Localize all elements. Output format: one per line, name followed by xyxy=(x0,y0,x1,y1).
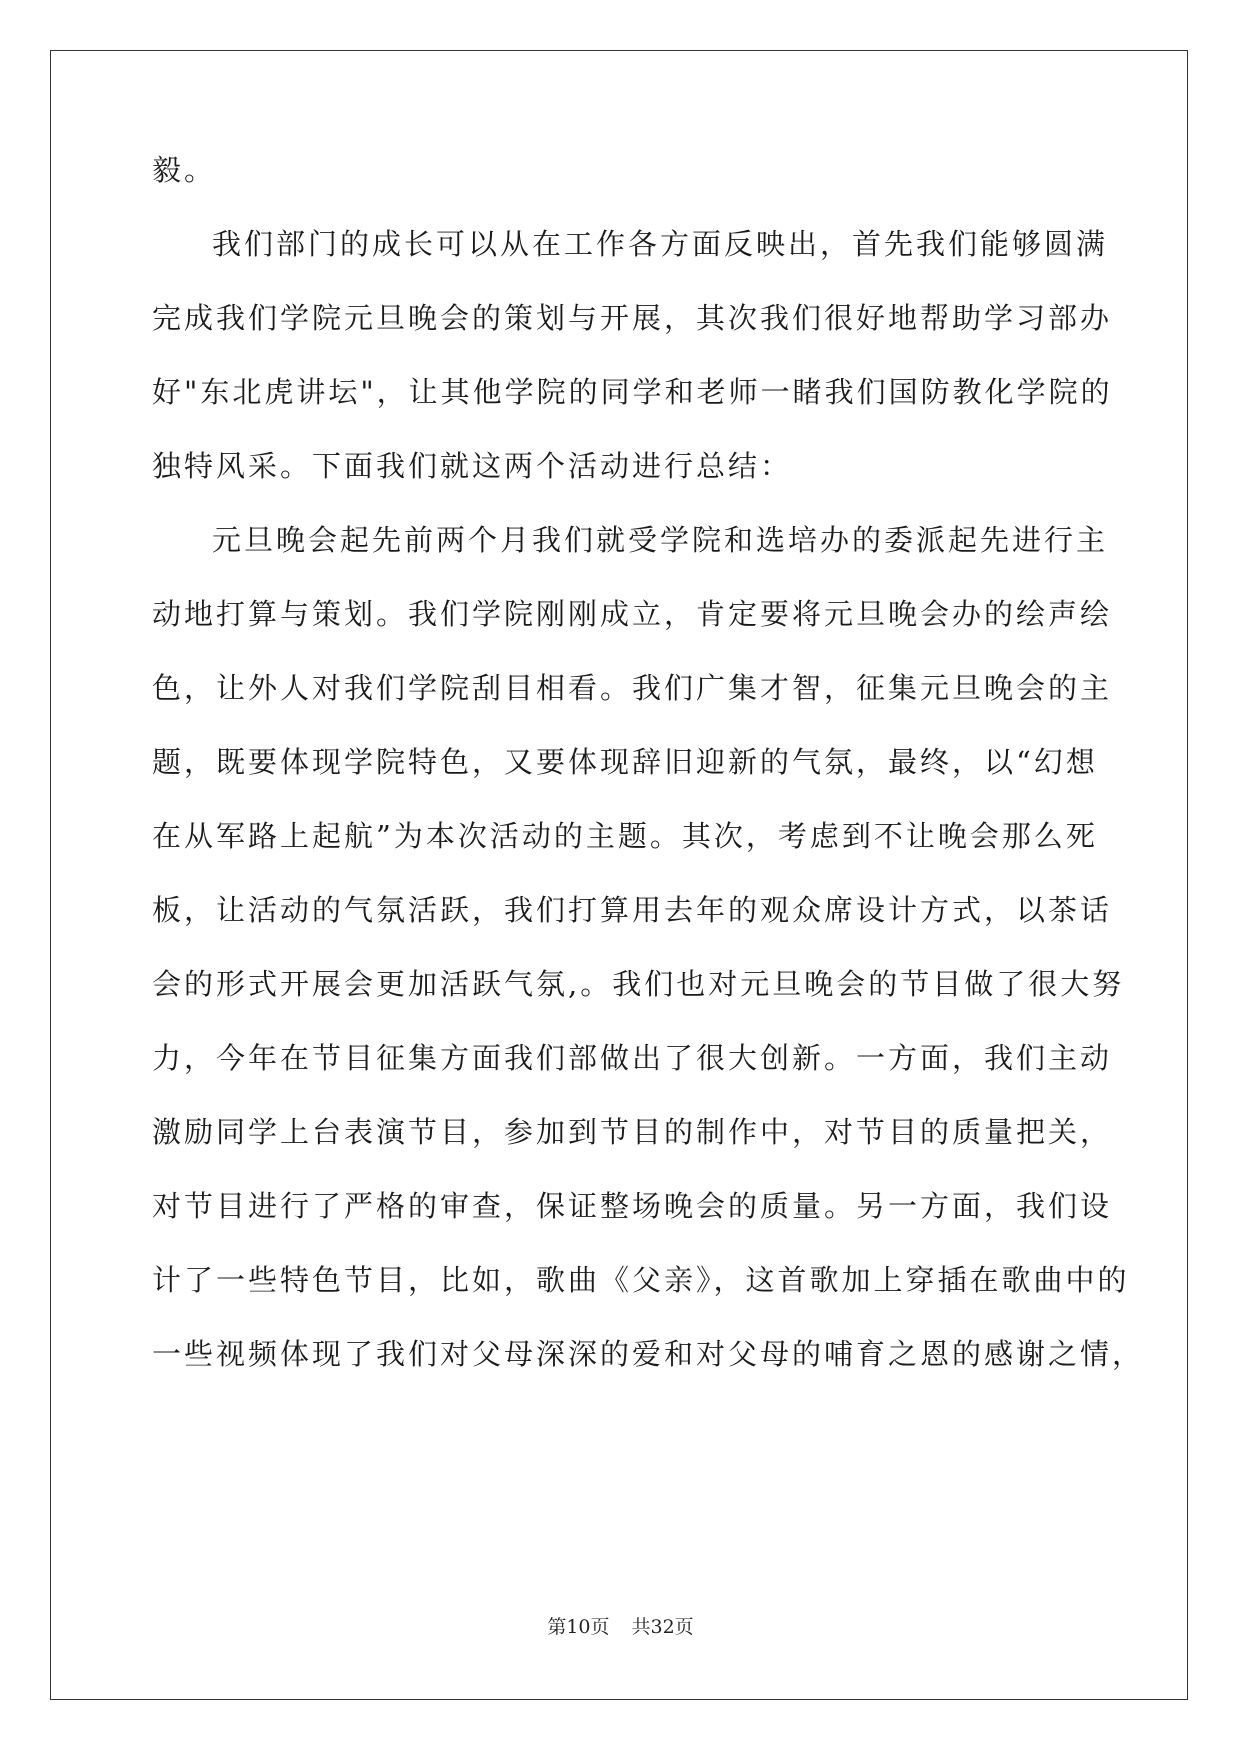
text-line: 一些视频体现了我们对父母深深的爱和对父母的哺育之恩的感谢之情， xyxy=(152,1337,1145,1371)
text-line: 我们部门的成长可以从在工作各方面反映出，首先我们能够圆满 xyxy=(212,227,1109,261)
text-line: 独特风采。下面我们就这两个活动进行总结： xyxy=(152,449,793,483)
page-total: 共32页 xyxy=(631,1616,694,1638)
text-line: 板，让活动的气氛活跃，我们打算用去年的观众席设计方式，以茶话 xyxy=(152,893,1113,927)
text-line: 毅。 xyxy=(152,153,217,187)
text-line: 激励同学上台表演节目，参加到节目的制作中，对节目的质量把关， xyxy=(152,1115,1113,1149)
text-line: 好"东北虎讲坛"，让其他学院的同学和老师一睹我们国防教化学院的 xyxy=(152,375,1113,409)
text-line: 会的形式开展会更加活跃气氛,。我们也对元旦晚会的节目做了很大努 xyxy=(152,967,1125,1001)
text-line: 对节目进行了严格的审查，保证整场晚会的质量。另一方面，我们设 xyxy=(152,1189,1113,1223)
text-line: 在从军路上起航”为本次活动的主题。其次，考虑到不让晚会那么死 xyxy=(152,819,1098,853)
text-line: 题，既要体现学院特色，又要体现辞旧迎新的气氛，最终，以“幻想 xyxy=(152,745,1098,779)
text-line: 色，让外人对我们学院刮目相看。我们广集才智，征集元旦晚会的主 xyxy=(152,671,1113,705)
text-line: 完成我们学院元旦晚会的策划与开展，其次我们很好地帮助学习部办 xyxy=(152,301,1113,335)
page-footer xyxy=(0,1615,1241,1639)
page-number: 第10页 xyxy=(547,1616,610,1638)
text-line: 力，今年在节目征集方面我们部做出了很大创新。一方面，我们主动 xyxy=(152,1041,1113,1075)
text-line: 动地打算与策划。我们学院刚刚成立，肯定要将元旦晚会办的绘声绘 xyxy=(152,597,1113,631)
page-frame xyxy=(50,50,1188,1700)
text-line: 计了一些特色节目，比如，歌曲《父亲》，这首歌加上穿插在歌曲中的 xyxy=(152,1263,1130,1297)
text-line: 元旦晚会起先前两个月我们就受学院和选培办的委派起先进行主 xyxy=(212,523,1109,557)
